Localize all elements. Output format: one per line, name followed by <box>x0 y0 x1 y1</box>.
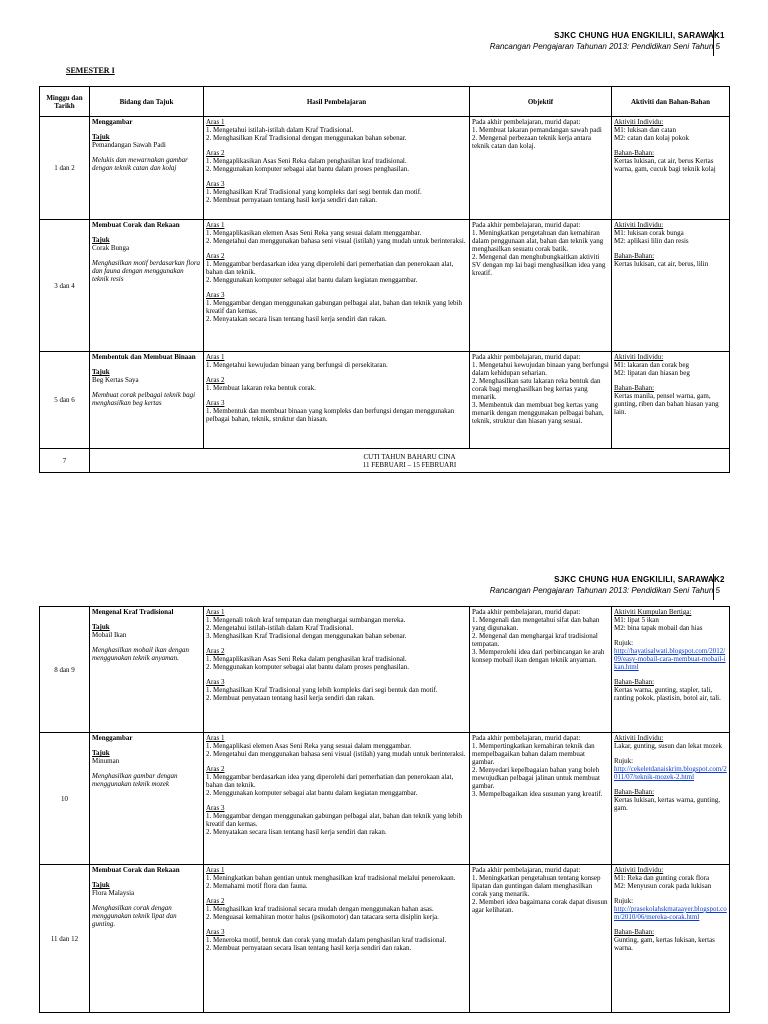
semester-heading: SEMESTER I <box>66 66 115 75</box>
table-row <box>40 117 730 220</box>
bahan-value: Kertas lukisan, kertas warna, gunting, gam. <box>614 796 720 812</box>
aktiviti-item: M1: lipat 5 ikan <box>614 616 659 624</box>
hasil-item: 1. Menggambar berdasarkan idea yang diperolehi dari pemerhatian dan penerokaan alat, bahan dan teknik. <box>206 773 454 789</box>
aras-label: Aras 1 <box>206 118 225 126</box>
hasil-item: 1. Membuat lakaran reka bentuk corak. <box>206 384 316 392</box>
objektif-intro: Pada akhir pembelajaran, murid dapat: <box>472 866 581 874</box>
document-page-2 <box>0 562 768 1024</box>
aktiviti-label: Aktiviti Individu: <box>614 734 664 742</box>
hasil-item: 1. Mengetahui kewujudan binaan yang berfungsi di persekitaran. <box>206 361 388 369</box>
aktiviti-item: M1: lakaran dan corak beg <box>614 361 690 369</box>
aktiviti-item: M2: catan dan kolaj pokok <box>614 134 690 142</box>
bahan-label: Bahan-Bahan: <box>614 384 655 392</box>
hasil-item: 1. Mengaplikasikan elemen Asas Seni Reka yang sesuai dalam menggambar. <box>206 229 422 237</box>
bahan-value: Kertas lukisan, cat air, berus, lilin <box>614 260 709 268</box>
aras-label: Aras 3 <box>206 804 225 812</box>
objektif-item: 2. Menyedari kepelbagaian bahan yang boleh mewujudkan pelbagai jalinan untuk membuat gambar. <box>472 766 600 790</box>
bidang-title: Membuat Corak dan Rekaan <box>92 221 180 229</box>
col-header-bidang: Bidang dan Tajuk <box>90 87 204 117</box>
aktiviti-item: M1: lukisan dan catan <box>614 126 677 134</box>
bahan-value: Kertas warna, gunting, stapler, tali, ranting pokok, plastisin, botol air, tali. <box>614 686 721 702</box>
week-cell: 10 <box>40 733 90 865</box>
hasil-item: 1. Mengaplikasi elemen Asas Seni Reka yang sesuai dalam menggambar. <box>206 742 412 750</box>
hasil-cell <box>204 117 470 220</box>
tajuk-label: Tajuk <box>92 133 110 141</box>
aktiviti-label: Aktiviti Individu: <box>614 118 664 126</box>
week-cell: 3 dan 4 <box>40 220 90 352</box>
week-cell: 7 <box>40 449 90 473</box>
col-header-aktiviti: Aktiviti dan Bahan-Bahan <box>612 87 730 117</box>
hasil-cell <box>204 607 470 733</box>
col-header-week: Minggu dan Tarikh <box>40 87 90 117</box>
page-header <box>490 30 720 52</box>
aras-label: Aras 1 <box>206 221 225 229</box>
hasil-item: 1. Menghasilkan kraf tradisional secara mudah dengan menggunakan bahan asas. <box>206 905 434 913</box>
aras-label: Aras 3 <box>206 928 225 936</box>
hasil-cell <box>204 865 470 1013</box>
aktiviti-label: Aktiviti Individu: <box>614 866 664 874</box>
aktiviti-label: Aktiviti Kumpulan Bertiga: <box>614 608 692 616</box>
aras-label: Aras 2 <box>206 376 225 384</box>
aras-label: Aras 2 <box>206 149 225 157</box>
aktiviti-item: M2: bina tapak mobail dan hias <box>614 624 703 632</box>
bidang-title: Menggambar <box>92 118 133 126</box>
aktiviti-label: Aktiviti Individu: <box>614 221 664 229</box>
objektif-item: 2. Mengenal dan menghargai kraf tradisional tempatan. <box>472 632 598 648</box>
page-number: 2 <box>713 574 738 600</box>
bidang-title: Menggambar <box>92 734 133 742</box>
hasil-item: 1. Menggambar berdasarkan idea yang diperolehi dari pemerhatian dan penerokaan alat, bahan dan teknik. <box>206 260 454 276</box>
school-name: SJKC CHUNG HUA ENGKILILI, SARAWAK <box>554 31 720 40</box>
week-cell: 8 dan 9 <box>40 607 90 733</box>
bahan-label: Bahan-Bahan: <box>614 149 655 157</box>
holiday-title: CUTI TAHUN BAHARU CINA <box>363 452 456 461</box>
col-header-objektif: Objektif <box>470 87 612 117</box>
tajuk-description: Menghasilkan motif berdasarkan flora dan fauna dengan menggunakan teknik resis <box>92 259 201 283</box>
tajuk-description: Melukis dan mewarnakan gambar dengan teknik catan dan kolaj <box>92 156 188 172</box>
table-row <box>40 220 730 352</box>
hasil-item: 1. Menggambar dengan menggunakan gabungan pelbagai alat, bahan dan teknik yang lebih kreatif dan kemas. <box>206 812 462 828</box>
tajuk-value: Minuman <box>92 757 120 765</box>
objektif-item: 1. Mempertingkatkan kemahiran teknik dan mempelbagaikan bahan dalam membuat gambar. <box>472 742 595 766</box>
aras-label: Aras 3 <box>206 180 225 188</box>
week-cell: 1 dan 2 <box>40 117 90 220</box>
hasil-item: 2. Membuat pernyataan tentang hasil kerja sendiri dan rakan. <box>206 196 378 204</box>
tajuk-value: Beg Kertas Saya <box>92 376 139 384</box>
tajuk-description: Menghasilkan mobail ikan dengan menggunakan teknik anyaman. <box>92 646 190 662</box>
objektif-item: 1. Mengenali dan mengetahui sifat dan bahan yang digunakan. <box>472 616 600 632</box>
objektif-item: 3. Memperolehi idea dari perbincangan ke arah konsep mobail ikan dengan teknik anyaman. <box>472 648 605 664</box>
aktiviti-cell <box>612 733 730 865</box>
aktiviti-item: M1: Reka dan gunting corak flora <box>614 874 710 882</box>
bidang-cell <box>90 607 204 733</box>
hasil-cell <box>204 733 470 865</box>
bidang-title: Mengenal Kraf Tradisional <box>92 608 174 616</box>
lesson-plan-table <box>39 86 730 473</box>
bahan-label: Bahan-Bahan: <box>614 252 655 260</box>
hasil-item: 1. Mengenali tokoh kraf tempatan dan menghargai sumbangan mereka. <box>206 616 406 624</box>
aktiviti-cell <box>612 865 730 1013</box>
aktiviti-item: M2: Menyusun corak pada lukisan <box>614 882 712 890</box>
bahan-value: Kertas manila, pensel warna, gam, gunting, riben dan bahan hiasan yang lain. <box>614 392 719 416</box>
objektif-item: 3. Mempelbagaikan idea susunan yang kreatif. <box>472 790 603 798</box>
tajuk-description: Membuat corak pelbagai teknik bagi menghasilkan beg kertas <box>92 391 196 407</box>
hasil-item: 1. Menghasilkan Kraf Tradisional yang kompleks dari segi bentuk dan motif. <box>206 188 422 196</box>
table-row <box>40 733 730 865</box>
hasil-item: 1. Menghasilkan Kraf Tradisional yang lebih kompleks dari segi bentuk dan motif. <box>206 686 438 694</box>
hasil-item: 2. Mengetahui dan menggunakan bahasa seni visual (istilah) yang mudah untuk berinteraksi. <box>206 237 466 245</box>
holiday-dates: 11 FEBRUARI – 15 FEBRUARI <box>362 460 457 469</box>
tajuk-value: Pemandangan Sawah Padi <box>92 141 166 149</box>
bidang-cell <box>90 117 204 220</box>
aras-label: Aras 1 <box>206 734 225 742</box>
hasil-item: 2. Menyatakan secara lisan tentang hasil kerja sendiri dan rakan. <box>206 315 387 323</box>
aras-label: Aras 3 <box>206 678 225 686</box>
hasil-item: 1. Membentuk dan membuat binaan yang kompleks dan berfungsi dengan menggunakan pelbagai bahan, teknik, struktur dan hiasan. <box>206 407 455 423</box>
hasil-item: 2. Menyatakan secara lisan tentang hasil kerja sendiri dan rakan. <box>206 828 387 836</box>
hasil-item: 2. Mengetahui istilah-istilah dalam Kraf Tradisional. <box>206 624 354 632</box>
objektif-item: 2. Mengenal perbezaan teknik kerja antara teknik catan dan kolaj. <box>472 134 591 150</box>
lesson-plan-table <box>39 606 730 1013</box>
tajuk-description: Menghasilkan corak dengan menggunakan teknik lipat dan gunting. <box>92 904 177 928</box>
objektif-item: 3. Membentuk dan membuat beg kertas yang menarik dengan menggunakan pelbagai bahan, teknik, struktur dan hiasan yang sesuai. <box>472 401 604 425</box>
objektif-item: 2. Memberi idea bagaimana corak dapat disusun agar kelihatan. <box>472 898 608 914</box>
hasil-item: 1. Mengaplikasikan Asas Seni Reka dalam penghasilan kraf tradisional. <box>206 655 407 663</box>
objektif-cell <box>470 865 612 1013</box>
tajuk-label: Tajuk <box>92 881 110 889</box>
aras-label: Aras 2 <box>206 897 225 905</box>
rujuk-label: Rujuk: <box>614 897 634 905</box>
bidang-title: Membentuk dan Membuat Binaan <box>92 353 196 361</box>
rujuk-label: Rujuk: <box>614 757 634 765</box>
bahan-value: Gunting, gam, kertas lukisan, kertas warna. <box>614 936 715 952</box>
objektif-cell <box>470 733 612 865</box>
table-row <box>40 607 730 733</box>
hasil-item: 1. Meneroka motif, bentuk dan corak yang mudah dalam penghasilan kraf tradisional. <box>206 936 447 944</box>
bidang-title: Membuat Corak dan Rekaan <box>92 866 180 874</box>
aras-label: Aras 2 <box>206 647 225 655</box>
objektif-item: 1. Meningkatkan pengetahuan dan kemahiran dalam penggunaan alat, bahan dan teknik yang menghasilkan sesuatu corak batik. <box>472 229 604 253</box>
objektif-intro: Pada akhir pembelajaran, murid dapat: <box>472 353 581 361</box>
tajuk-label: Tajuk <box>92 623 110 631</box>
holiday-row <box>40 449 730 473</box>
tajuk-value: Flora Malaysia <box>92 889 135 897</box>
holiday-cell <box>90 449 730 473</box>
hasil-item: 2. Membuat penyataan tentang hasil kerja sendiri dan rakan. <box>206 694 375 702</box>
school-name: SJKC CHUNG HUA ENGKILILI, SARAWAK <box>554 575 720 584</box>
aras-label: Aras 2 <box>206 252 225 260</box>
bidang-cell <box>90 733 204 865</box>
aras-label: Aras 3 <box>206 399 225 407</box>
plan-title: Rancangan Pengajaran Tahunan 2013: Pendidikan Seni Tahun 5 <box>489 586 720 595</box>
bahan-label: Bahan-Bahan: <box>614 678 655 686</box>
tajuk-value: Mobail Ikan <box>92 631 127 639</box>
aktiviti-cell <box>612 220 730 352</box>
aktiviti-cell <box>612 117 730 220</box>
bidang-cell <box>90 865 204 1013</box>
hasil-item: 3. Menghasilkan Kraf Tradisional dengan menggunakan bahan sebenar. <box>206 632 407 640</box>
hasil-item: 2. Menggunakan komputer sebagai alat bantu dalam proses penghasilan. <box>206 165 409 173</box>
table-header-row <box>40 87 730 117</box>
table-row <box>40 865 730 1013</box>
objektif-item: 1. Mengetahui kewujudan binaan yang berfungsi dalam kehidupan seharian. <box>472 361 609 377</box>
aktiviti-item: M1: lukisan corak bunga <box>614 229 684 237</box>
hasil-item: 2. Menggunakan komputer sebagai alat bantu dalam kegiatan menggambar. <box>206 789 418 797</box>
aktiviti-item: M2: lipatan dan hiasan beg <box>614 369 690 377</box>
objektif-item: 1. Meningkatkan pengetahuan tentang konsep lipatan dan guntingan dalam menghasilkan corak yang menarik. <box>472 874 601 898</box>
col-header-hasil: Hasil Pembelajaran <box>204 87 470 117</box>
objektif-item: 1. Membuat lakaran pemandangan sawah padi <box>472 126 602 134</box>
reference-link[interactable]: http://hayatisalwati.blogspot.com/2012/09/easy-mobail-cara-membuat-mobail-ikan.html <box>614 647 726 671</box>
rujuk-label: Rujuk: <box>614 639 634 647</box>
hasil-cell <box>204 220 470 352</box>
objektif-cell <box>470 117 612 220</box>
objektif-cell <box>470 607 612 733</box>
objektif-intro: Pada akhir pembelajaran, murid dapat: <box>472 118 581 126</box>
aktiviti-cell <box>612 352 730 449</box>
tajuk-label: Tajuk <box>92 368 110 376</box>
hasil-item: 2. Menguasai kemahiran motor halus (psikomotor) dan tatacara serta disiplin kerja. <box>206 913 439 921</box>
hasil-item: 2. Mengetahui dan menggunakan bahasa seni visual (istilah) yang mudah untuk berinteraksi. <box>206 750 466 758</box>
aktiviti-item: M2: aplikasi lilin dan resis <box>614 237 689 245</box>
hasil-item: 2. Menghasilkan Kraf Tradisional dengan menggunakan bahan sebenar. <box>206 134 407 142</box>
hasil-cell <box>204 352 470 449</box>
hasil-item: 1. Meningkatkan bahan gentian untuk menghasilkan kraf tradisional melalui penerokaan. <box>206 874 456 882</box>
week-cell: 5 dan 6 <box>40 352 90 449</box>
objektif-item: 2. Menghasilkan satu lakaran reka bentuk dan corak bagi menghasilkan beg kertas yang menarik. <box>472 377 601 401</box>
week-cell: 11 dan 12 <box>40 865 90 1013</box>
hasil-item: 1. Menggambar dengan menggunakan gabungan pelbagai alat, bahan dan teknik yang lebih kreatif dan kemas. <box>206 299 462 315</box>
bidang-cell <box>90 352 204 449</box>
page-number: 1 <box>713 30 738 56</box>
objektif-intro: Pada akhir pembelajaran, murid dapat: <box>472 221 581 229</box>
objektif-intro: Pada akhir pembelajaran, murid dapat: <box>472 734 581 742</box>
hasil-item: 1. Mengetahui istilah-istilah dalam Kraf Tradisional. <box>206 126 354 134</box>
aras-label: Aras 1 <box>206 353 225 361</box>
hasil-item: 2. Memahami motif flora dan fauna. <box>206 882 308 890</box>
hasil-item: 2. Menggunakan komputer sebagai alat bantu dalam kegiatan menggambar. <box>206 276 418 284</box>
aras-label: Aras 2 <box>206 765 225 773</box>
plan-title: Rancangan Pengajaran Tahunan 2013: Pendidikan Seni Tahun 5 <box>489 42 720 51</box>
aktiviti-label: Aktiviti Individu: <box>614 353 664 361</box>
bahan-label: Bahan-Bahan: <box>614 788 655 796</box>
hasil-item: 2. Menggunakan komputer sebagai alat bantu dalam proses penghasilan. <box>206 663 409 671</box>
objektif-item: 2. Mengenal dan menghubungkaitkan aktiviti SV dengan mp lai bagi menghasilkan idea yang kreatif. <box>472 253 606 277</box>
hasil-item: 2. Membuat pernyataan secara lisan tentang hasil kerja sendiri dan rakan. <box>206 944 412 952</box>
reference-link[interactable]: http://prasekolahskmataayer.blogspot.com/2010/06/mereka-corak.html <box>614 905 727 921</box>
bidang-cell <box>90 220 204 352</box>
reference-link[interactable]: http://cekeletdanaiskrim.blogspot.com/2011/07/teknik-mozek-2.html <box>614 765 727 781</box>
page-header <box>490 574 720 596</box>
tajuk-value: Corak Bunga <box>92 244 130 252</box>
objektif-intro: Pada akhir pembelajaran, murid dapat: <box>472 608 581 616</box>
hasil-item: 1. Mengaplikasikan Asas Seni Reka dalam penghasilan kraf tradisional. <box>206 157 407 165</box>
aktiviti-item: Lakar, gunting, susun dan lekat mozek <box>614 742 722 750</box>
aras-label: Aras 1 <box>206 866 225 874</box>
bahan-value: Kertas lukisan, cat air, berus Kertas warna, gam, cucuk bagi teknik kolaj <box>614 157 716 173</box>
tajuk-label: Tajuk <box>92 236 110 244</box>
table-row <box>40 352 730 449</box>
aktiviti-cell <box>612 607 730 733</box>
aras-label: Aras 1 <box>206 608 225 616</box>
tajuk-label: Tajuk <box>92 749 110 757</box>
aras-label: Aras 3 <box>206 291 225 299</box>
bahan-label: Bahan-Bahan: <box>614 928 655 936</box>
objektif-cell <box>470 352 612 449</box>
objektif-cell <box>470 220 612 352</box>
tajuk-description: Menghasilkan gambar dengan menggunakan teknik mozek <box>92 772 178 788</box>
